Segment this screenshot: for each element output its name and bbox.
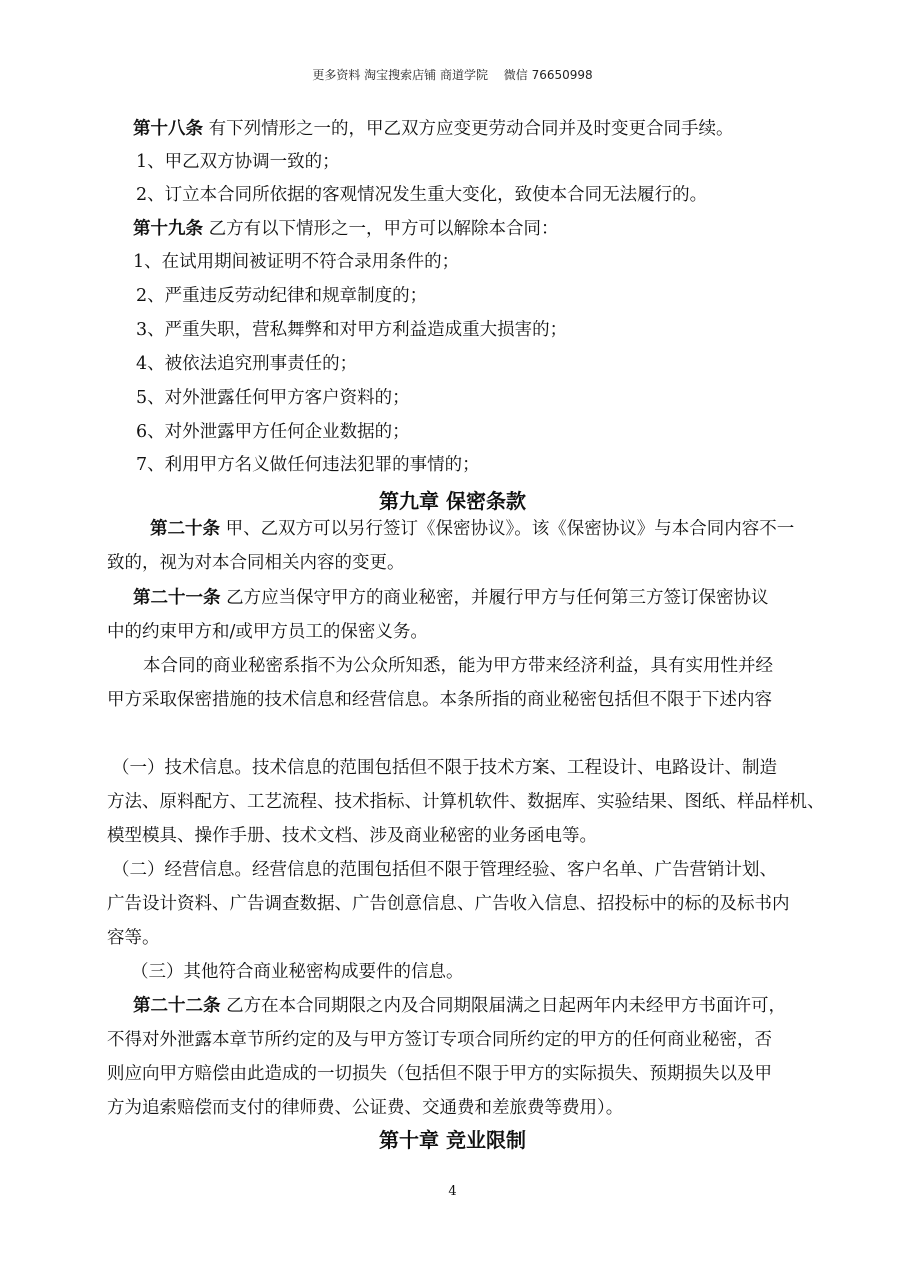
paragraph-line: 模型模具、操作手册、技术文档、涉及商业秘密的业务函电等。 (107, 826, 597, 846)
chapter-10-title: 第十章 竞业限制 (379, 1128, 526, 1152)
paragraph-line: （二）经营信息。经营信息的范围包括但不限于管理经验、客户名单、广告营销计划、 (112, 860, 777, 880)
article-20-continued: 致的，视为对本合同相关内容的变更。 (107, 553, 405, 573)
article-22-heading: 第二十二条 (133, 996, 221, 1016)
list-item: 5、对外泄露任何甲方客户资料的； (136, 388, 410, 408)
article-20-heading: 第二十条 (150, 519, 220, 539)
paragraph-line: （三）其他符合商业秘密构成要件的信息。 (131, 962, 464, 982)
paragraph-line: 广告设计资料、广告调查数据、广告创意信息、广告收入信息、招投标中的标的及标书内 (107, 894, 790, 914)
page-number: 4 (448, 1184, 457, 1199)
article-18 (0, 118, 905, 140)
list-item: 3、严重失职，营私舞弊和对甲方利益造成重大损害的； (136, 320, 568, 340)
article-18-heading: 第十八条 (133, 119, 203, 139)
list-item: 6、对外泄露甲方任何企业数据的； (136, 422, 410, 442)
paragraph-line: 则应向甲方赔偿由此造成的一切损失（包括但不限于甲方的实际损失、预期损失以及甲 (107, 1064, 772, 1084)
paragraph-line: 容等。 (107, 928, 160, 948)
list-item: 2、订立本合同所依据的客观情况发生重大变化，致使本合同无法履行的。 (136, 185, 708, 205)
paragraph-line: 方为追索赔偿而支付的律师费、公证费、交通费和差旅费等费用）。 (107, 1098, 624, 1118)
article-21-text: 乙方应当保守甲方的商业秘密，并履行甲方与任何第三方签订保密协议 (220, 588, 769, 608)
article-22 (0, 995, 905, 1017)
article-20 (0, 518, 905, 540)
article-19 (0, 218, 905, 240)
page-header: 更多资料 淘宝搜索店铺 商道学院 微信 76650998 (312, 68, 593, 82)
paragraph-line: 本合同的商业秘密系指不为公众所知悉，能为甲方带来经济利益，具有实用性并经 (143, 656, 773, 676)
chapter-9-title: 第九章 保密条款 (379, 489, 526, 513)
article-21-continued: 中的约束甲方和/或甲方员工的保密义务。 (107, 622, 428, 642)
article-21-heading: 第二十一条 (133, 588, 221, 608)
list-item: 1、甲乙双方协调一致的； (136, 152, 340, 172)
article-19-text: 乙方有以下情形之一，甲方可以解除本合同： (203, 219, 559, 239)
article-19-heading: 第十九条 (133, 219, 203, 239)
paragraph-line: 甲方采取保密措施的技术信息和经营信息。本条所指的商业秘密包括但不限于下述内容 (107, 690, 772, 710)
list-item: 7、利用甲方名义做任何违法犯罪的事情的； (136, 455, 480, 475)
article-21 (0, 587, 905, 609)
paragraph-line: （一）技术信息。技术信息的范围包括但不限于技术方案、工程设计、电路设计、制造 (112, 758, 777, 778)
paragraph-line: 方法、原料配方、工艺流程、技术指标、计算机软件、数据库、实验结果、图纸、样品样机、 (107, 792, 825, 812)
article-20-text: 甲、乙双方可以另行签订《保密协议》。该《保密协议》与本合同内容不一 (220, 519, 795, 539)
list-item: 1、在试用期间被证明不符合录用条件的； (133, 252, 460, 272)
article-22-text: 乙方在本合同期限之内及合同期限届满之日起两年内未经甲方书面许可， (220, 996, 787, 1016)
paragraph-line: 不得对外泄露本章节所约定的及与甲方签订专项合同所约定的甲方的任何商业秘密，否 (107, 1030, 772, 1050)
article-18-text: 有下列情形之一的，甲乙双方应变更劳动合同并及时变更合同手续。 (203, 119, 734, 139)
list-item: 4、被依法追究刑事责任的； (136, 354, 358, 374)
list-item: 2、严重违反劳动纪律和规章制度的； (136, 286, 428, 306)
